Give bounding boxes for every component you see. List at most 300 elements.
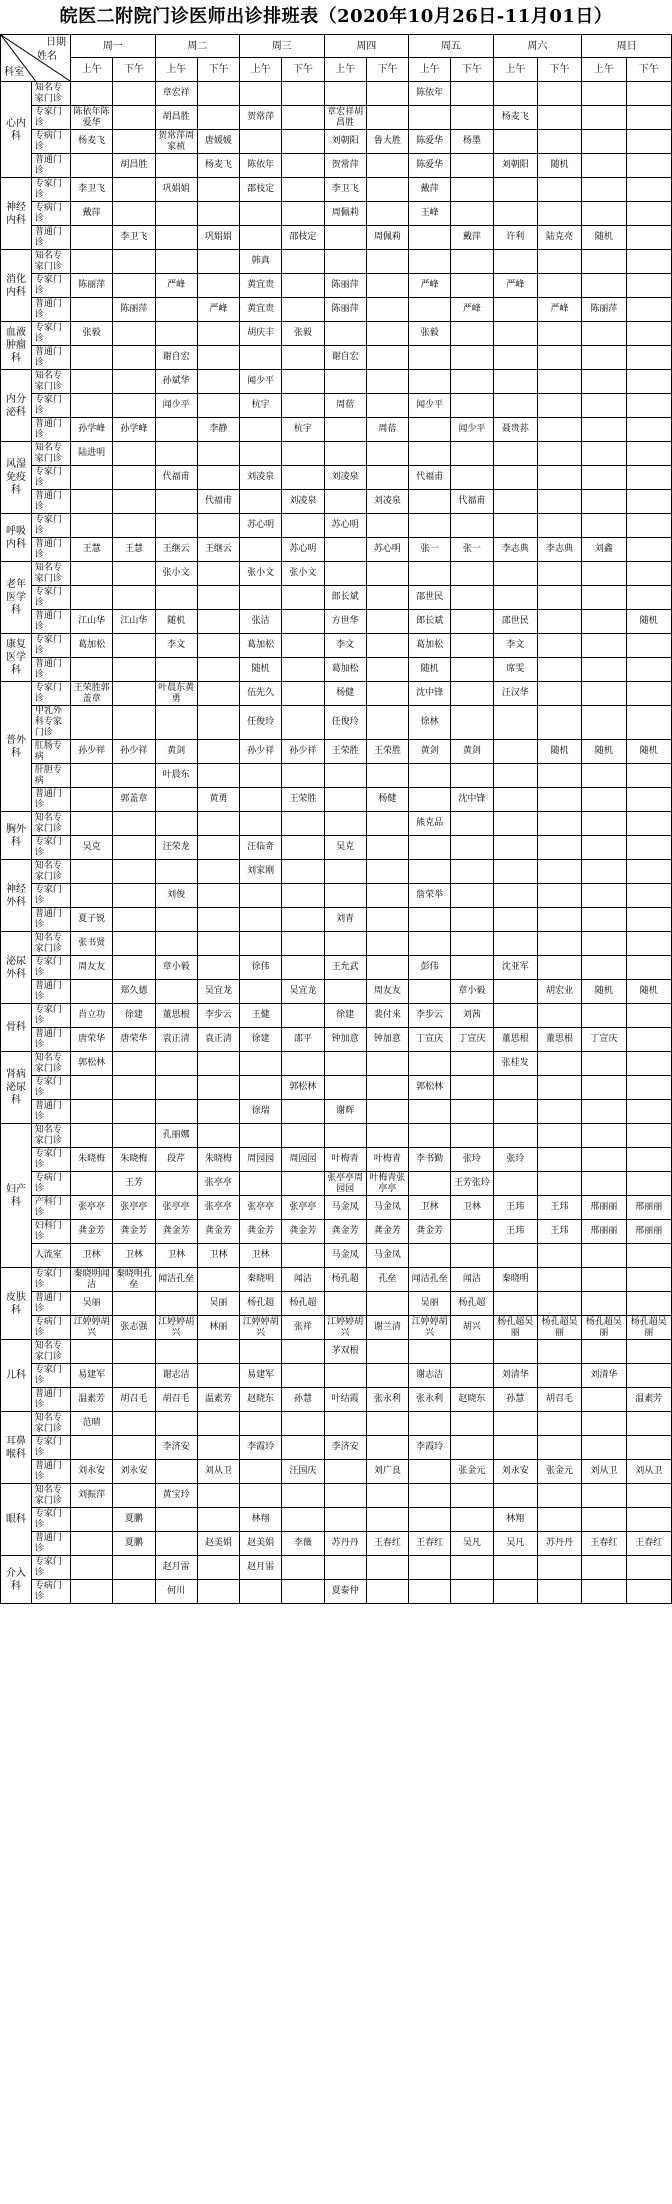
doctor-cell xyxy=(240,226,282,250)
schedule-row xyxy=(1,1100,672,1124)
doctor-cell xyxy=(582,1580,626,1604)
doctor-cell xyxy=(366,370,408,394)
doctor-cell xyxy=(113,884,155,908)
doctor-cell: 江山华 xyxy=(113,610,155,634)
doctor-cell: 周友友 xyxy=(71,956,113,980)
doctor-cell xyxy=(240,1076,282,1100)
doctor-cell xyxy=(626,634,672,658)
doctor-cell: 代福甫 xyxy=(197,490,239,514)
doctor-cell: 董思根 xyxy=(493,1028,537,1052)
doctor-cell: 张亭亭 xyxy=(240,1196,282,1220)
doctor-cell xyxy=(113,130,155,154)
doctor-cell xyxy=(582,884,626,908)
doctor-cell xyxy=(324,226,366,250)
doctor-cell: 陈爱华 xyxy=(409,130,451,154)
doctor-cell: 陈丽萍 xyxy=(113,298,155,322)
doctor-cell: 张书贤 xyxy=(71,932,113,956)
doctor-cell xyxy=(582,154,626,178)
doctor-cell xyxy=(451,82,493,106)
doctor-cell xyxy=(451,322,493,346)
doctor-cell: 周友友 xyxy=(366,980,408,1004)
schedule-row xyxy=(1,1532,672,1556)
schedule-row xyxy=(1,514,672,538)
doctor-cell xyxy=(240,1124,282,1148)
doctor-cell: 严峰 xyxy=(155,274,197,298)
doctor-cell: 随机 xyxy=(582,740,626,764)
doctor-cell xyxy=(71,658,113,682)
doctor-cell xyxy=(451,394,493,418)
doctor-cell xyxy=(582,106,626,130)
doctor-cell xyxy=(626,1436,672,1460)
doctor-cell: 刘清华 xyxy=(493,1364,537,1388)
doctor-cell xyxy=(493,442,537,466)
doctor-cell: 叶梅青 xyxy=(366,1148,408,1172)
doctor-cell: 朱晓梅 xyxy=(197,1148,239,1172)
clinic-type-label: 肝胆专病 xyxy=(31,764,70,788)
clinic-type-label: 专家门诊 xyxy=(31,1004,70,1028)
doctor-cell: 江婷婷胡兴 xyxy=(71,1316,113,1340)
doctor-cell: 刘振萍 xyxy=(71,1484,113,1508)
schedule-row xyxy=(1,908,672,932)
doctor-cell xyxy=(282,706,324,740)
doctor-cell xyxy=(451,884,493,908)
doctor-cell: 苏心明 xyxy=(240,514,282,538)
department-name: 普外科 xyxy=(1,682,32,812)
doctor-cell xyxy=(537,106,581,130)
doctor-cell xyxy=(197,1412,239,1436)
doctor-cell xyxy=(240,788,282,812)
doctor-cell xyxy=(626,706,672,740)
doctor-cell: 卫林 xyxy=(451,1196,493,1220)
doctor-cell xyxy=(197,442,239,466)
doctor-cell xyxy=(537,1268,581,1292)
doctor-cell: 龚金芳 xyxy=(197,1220,239,1244)
doctor-cell xyxy=(626,514,672,538)
doctor-cell: 郭盖章 xyxy=(113,788,155,812)
doctor-cell xyxy=(537,1484,581,1508)
doctor-cell: 刘广良 xyxy=(366,1460,408,1484)
doctor-cell xyxy=(582,1436,626,1460)
doctor-cell: 徐建 xyxy=(240,1028,282,1052)
clinic-type-label: 普通门诊 xyxy=(31,298,70,322)
doctor-cell xyxy=(626,860,672,884)
doctor-cell xyxy=(282,514,324,538)
doctor-cell: 张志强 xyxy=(113,1316,155,1340)
doctor-cell xyxy=(451,1220,493,1244)
doctor-cell xyxy=(626,370,672,394)
afternoon-header: 下午 xyxy=(451,58,493,82)
corner-dept-label: 科室 xyxy=(4,67,24,78)
doctor-cell xyxy=(71,1100,113,1124)
doctor-cell: 徐林 xyxy=(409,706,451,740)
doctor-cell: 叶晨东黄勇 xyxy=(155,682,197,706)
doctor-cell xyxy=(366,634,408,658)
doctor-cell xyxy=(282,860,324,884)
doctor-cell: 王允武 xyxy=(324,956,366,980)
doctor-cell xyxy=(71,346,113,370)
doctor-cell xyxy=(155,812,197,836)
doctor-cell: 丁宣庆 xyxy=(409,1028,451,1052)
doctor-cell xyxy=(282,466,324,490)
doctor-cell: 夏泰仲 xyxy=(324,1580,366,1604)
clinic-type-label: 专病门诊 xyxy=(31,1172,70,1196)
department-name: 耳鼻喉科 xyxy=(1,1412,32,1484)
doctor-cell: 龚金芳 xyxy=(324,1220,366,1244)
doctor-cell: 鲁大胜 xyxy=(366,130,408,154)
doctor-cell xyxy=(451,1580,493,1604)
doctor-cell: 刘凌泉 xyxy=(366,490,408,514)
doctor-cell xyxy=(197,740,239,764)
doctor-cell xyxy=(240,586,282,610)
doctor-cell: 杨麦飞 xyxy=(493,106,537,130)
doctor-cell xyxy=(409,1100,451,1124)
department-name: 神经外科 xyxy=(1,860,32,932)
doctor-cell: 龚金芳 xyxy=(240,1220,282,1244)
doctor-cell xyxy=(155,1508,197,1532)
doctor-cell xyxy=(582,466,626,490)
doctor-cell xyxy=(626,466,672,490)
doctor-cell xyxy=(324,1484,366,1508)
doctor-cell: 谢自宏 xyxy=(155,346,197,370)
doctor-cell xyxy=(582,1508,626,1532)
doctor-cell: 戴萍 xyxy=(451,226,493,250)
clinic-type-label: 普通门诊 xyxy=(31,346,70,370)
doctor-cell: 周蓓 xyxy=(366,418,408,442)
doctor-cell xyxy=(324,562,366,586)
doctor-cell: 钟加意 xyxy=(366,1028,408,1052)
doctor-cell xyxy=(626,1268,672,1292)
doctor-cell xyxy=(155,442,197,466)
doctor-cell xyxy=(282,274,324,298)
doctor-cell xyxy=(626,682,672,706)
morning-header: 上午 xyxy=(324,58,366,82)
doctor-cell: 汪临奇 xyxy=(240,836,282,860)
doctor-cell xyxy=(626,418,672,442)
doctor-cell: 周佩莉 xyxy=(324,202,366,226)
doctor-cell xyxy=(324,932,366,956)
doctor-cell xyxy=(197,682,239,706)
schedule-row xyxy=(1,562,672,586)
doctor-cell: 王荣胜 xyxy=(324,740,366,764)
doctor-cell xyxy=(240,1052,282,1076)
doctor-cell xyxy=(537,1340,581,1364)
schedule-row xyxy=(1,1004,672,1028)
doctor-cell: 沈亚军 xyxy=(493,956,537,980)
doctor-cell: 张毅 xyxy=(409,322,451,346)
doctor-cell: 唐荣华 xyxy=(113,1028,155,1052)
doctor-cell: 孔垒 xyxy=(366,1268,408,1292)
doctor-cell: 吴宜龙 xyxy=(197,980,239,1004)
doctor-cell: 李济安 xyxy=(324,1436,366,1460)
doctor-cell xyxy=(197,394,239,418)
doctor-cell: 唐荣华 xyxy=(71,1028,113,1052)
doctor-cell xyxy=(626,250,672,274)
doctor-cell: 龚金芳 xyxy=(282,1220,324,1244)
doctor-cell xyxy=(493,740,537,764)
doctor-cell xyxy=(197,1268,239,1292)
doctor-cell xyxy=(71,226,113,250)
doctor-cell: 郑久德 xyxy=(113,980,155,1004)
doctor-cell xyxy=(71,394,113,418)
doctor-cell xyxy=(537,274,581,298)
doctor-cell: 李书勤 xyxy=(409,1148,451,1172)
doctor-cell: 张桂发 xyxy=(493,1052,537,1076)
doctor-cell: 闻洁 xyxy=(282,1268,324,1292)
schedule-row xyxy=(1,980,672,1004)
doctor-cell: 李步云 xyxy=(409,1004,451,1028)
clinic-type-label: 普通门诊 xyxy=(31,1100,70,1124)
doctor-cell: 戴萍 xyxy=(409,178,451,202)
doctor-cell xyxy=(582,706,626,740)
doctor-cell: 丁宣庆 xyxy=(451,1028,493,1052)
doctor-cell xyxy=(366,1364,408,1388)
doctor-cell xyxy=(324,82,366,106)
doctor-cell xyxy=(626,274,672,298)
schedule-row xyxy=(1,1340,672,1364)
department-name: 神经内科 xyxy=(1,178,32,250)
clinic-type-label: 普通门诊 xyxy=(31,980,70,1004)
doctor-cell xyxy=(282,130,324,154)
doctor-cell xyxy=(197,106,239,130)
doctor-cell xyxy=(409,1460,451,1484)
doctor-cell xyxy=(537,202,581,226)
doctor-cell xyxy=(113,1076,155,1100)
doctor-cell xyxy=(537,706,581,740)
clinic-type-label: 人流室 xyxy=(31,1244,70,1268)
doctor-cell: 王健 xyxy=(240,1004,282,1028)
department-name: 血液肿瘤科 xyxy=(1,322,32,370)
schedule-row xyxy=(1,226,672,250)
doctor-cell: 林丽 xyxy=(197,1316,239,1340)
doctor-cell: 刘鑫 xyxy=(582,538,626,562)
schedule-row xyxy=(1,1052,672,1076)
doctor-cell xyxy=(197,706,239,740)
doctor-cell xyxy=(582,250,626,274)
doctor-cell xyxy=(366,860,408,884)
department-name: 眼科 xyxy=(1,1484,32,1556)
doctor-cell: 代福甫 xyxy=(155,466,197,490)
schedule-row xyxy=(1,658,672,682)
doctor-cell: 王玮 xyxy=(493,1196,537,1220)
doctor-cell: 陈丽萍 xyxy=(324,298,366,322)
schedule-row xyxy=(1,202,672,226)
doctor-cell xyxy=(626,788,672,812)
schedule-row xyxy=(1,836,672,860)
schedule-row xyxy=(1,1196,672,1220)
department-name: 介入科 xyxy=(1,1556,32,1604)
doctor-cell xyxy=(197,884,239,908)
doctor-cell xyxy=(537,634,581,658)
afternoon-header: 下午 xyxy=(537,58,581,82)
clinic-type-label: 普通门诊 xyxy=(31,908,70,932)
doctor-cell xyxy=(366,658,408,682)
doctor-cell: 秦晓明 xyxy=(493,1268,537,1292)
doctor-cell xyxy=(493,980,537,1004)
doctor-cell xyxy=(155,514,197,538)
doctor-cell xyxy=(197,836,239,860)
doctor-cell xyxy=(240,908,282,932)
doctor-cell: 彭伟 xyxy=(409,956,451,980)
afternoon-header: 下午 xyxy=(113,58,155,82)
morning-header: 上午 xyxy=(409,58,451,82)
doctor-cell: 唐媛媛 xyxy=(197,130,239,154)
department-name: 老年医学科 xyxy=(1,562,32,634)
doctor-cell xyxy=(197,1508,239,1532)
doctor-cell xyxy=(324,1076,366,1100)
doctor-cell xyxy=(197,370,239,394)
doctor-cell: 江山华 xyxy=(71,610,113,634)
clinic-type-label: 知名专家门诊 xyxy=(31,1484,70,1508)
doctor-cell xyxy=(409,346,451,370)
doctor-cell: 卫林 xyxy=(71,1244,113,1268)
clinic-type-label: 知名专家门诊 xyxy=(31,562,70,586)
doctor-cell xyxy=(155,1292,197,1316)
doctor-cell: 苏心明 xyxy=(366,538,408,562)
doctor-cell: 代福甫 xyxy=(409,466,451,490)
doctor-cell xyxy=(537,586,581,610)
doctor-cell xyxy=(493,908,537,932)
clinic-type-label: 专家门诊 xyxy=(31,1268,70,1292)
doctor-cell: 朱晓梅 xyxy=(113,1148,155,1172)
doctor-cell: 卫林 xyxy=(155,1244,197,1268)
doctor-cell: 夏鹏 xyxy=(113,1508,155,1532)
doctor-cell xyxy=(197,1052,239,1076)
doctor-cell: 王继云 xyxy=(197,538,239,562)
doctor-cell: 温素芳 xyxy=(71,1388,113,1412)
doctor-cell: 江婷婷胡兴 xyxy=(155,1316,197,1340)
doctor-cell: 张亭亭周园园 xyxy=(324,1172,366,1196)
doctor-cell: 赵晓东 xyxy=(451,1388,493,1412)
corner-date-label: 日期 xyxy=(46,37,67,48)
doctor-cell: 沈中锋 xyxy=(451,788,493,812)
doctor-cell xyxy=(71,562,113,586)
doctor-cell: 卫林 xyxy=(197,1244,239,1268)
doctor-cell xyxy=(493,788,537,812)
doctor-cell: 陈丽萍 xyxy=(324,274,366,298)
doctor-cell: 邵枝定 xyxy=(240,178,282,202)
doctor-cell xyxy=(71,370,113,394)
doctor-cell xyxy=(451,634,493,658)
schedule-row xyxy=(1,1244,672,1268)
doctor-cell xyxy=(493,562,537,586)
doctor-cell: 刘永安 xyxy=(71,1460,113,1484)
doctor-cell xyxy=(537,130,581,154)
doctor-cell xyxy=(626,154,672,178)
doctor-cell: 胡庆丰 xyxy=(240,322,282,346)
schedule-row xyxy=(1,490,672,514)
doctor-cell xyxy=(493,1244,537,1268)
doctor-cell: 贺常萍 xyxy=(324,154,366,178)
day-header: 周日 xyxy=(582,35,672,58)
doctor-cell: 杨孔超 xyxy=(451,1292,493,1316)
doctor-cell xyxy=(409,1340,451,1364)
clinic-type-label: 知名专家门诊 xyxy=(31,442,70,466)
doctor-cell: 闻洁孔垒 xyxy=(155,1268,197,1292)
doctor-cell xyxy=(537,1148,581,1172)
doctor-cell xyxy=(197,1484,239,1508)
clinic-type-label: 肛肠专病 xyxy=(31,740,70,764)
doctor-cell xyxy=(626,1076,672,1100)
doctor-cell: 吴克 xyxy=(324,836,366,860)
doctor-cell xyxy=(197,1580,239,1604)
doctor-cell: 周蓓 xyxy=(324,394,366,418)
doctor-cell: 王荣胜 xyxy=(366,740,408,764)
clinic-type-label: 专家门诊 xyxy=(31,884,70,908)
afternoon-header: 下午 xyxy=(626,58,672,82)
doctor-cell xyxy=(282,346,324,370)
doctor-cell: 杨墨 xyxy=(451,130,493,154)
doctor-cell xyxy=(324,1556,366,1580)
doctor-cell xyxy=(366,1436,408,1460)
doctor-cell xyxy=(366,346,408,370)
doctor-cell: 张金元 xyxy=(451,1460,493,1484)
schedule-row xyxy=(1,1028,672,1052)
doctor-cell xyxy=(493,346,537,370)
doctor-cell: 秦晓明孔垒 xyxy=(113,1268,155,1292)
doctor-cell xyxy=(537,322,581,346)
doctor-cell xyxy=(582,346,626,370)
doctor-cell: 郎长斌 xyxy=(409,610,451,634)
doctor-cell xyxy=(282,812,324,836)
doctor-cell xyxy=(582,1004,626,1028)
doctor-cell xyxy=(197,610,239,634)
doctor-cell: 胡召毛 xyxy=(155,1388,197,1412)
doctor-cell: 严峰 xyxy=(409,274,451,298)
doctor-cell xyxy=(324,1460,366,1484)
doctor-cell: 谢自宏 xyxy=(324,346,366,370)
clinic-type-label: 专家门诊 xyxy=(31,1364,70,1388)
doctor-cell xyxy=(537,1364,581,1388)
doctor-cell xyxy=(451,1484,493,1508)
schedule-row xyxy=(1,1076,672,1100)
doctor-cell: 刘凌泉 xyxy=(282,490,324,514)
doctor-cell xyxy=(240,418,282,442)
doctor-cell xyxy=(282,202,324,226)
doctor-cell xyxy=(71,514,113,538)
doctor-cell xyxy=(409,764,451,788)
afternoon-header: 下午 xyxy=(282,58,324,82)
doctor-cell xyxy=(626,658,672,682)
doctor-cell xyxy=(582,514,626,538)
doctor-cell: 杨麦飞 xyxy=(197,154,239,178)
doctor-cell xyxy=(366,610,408,634)
doctor-cell: 李文 xyxy=(324,634,366,658)
doctor-cell xyxy=(282,634,324,658)
doctor-cell xyxy=(537,82,581,106)
doctor-cell: 李志典 xyxy=(493,538,537,562)
doctor-cell: 随机 xyxy=(240,658,282,682)
doctor-cell xyxy=(451,764,493,788)
schedule-row xyxy=(1,1124,672,1148)
doctor-cell xyxy=(409,1580,451,1604)
doctor-cell xyxy=(582,764,626,788)
doctor-cell: 马金凤 xyxy=(366,1196,408,1220)
doctor-cell xyxy=(282,586,324,610)
doctor-cell xyxy=(282,1484,324,1508)
doctor-cell xyxy=(409,836,451,860)
doctor-cell xyxy=(582,1340,626,1364)
doctor-cell xyxy=(366,250,408,274)
doctor-cell xyxy=(366,1484,408,1508)
doctor-cell xyxy=(366,956,408,980)
doctor-cell: 聂贵荪 xyxy=(493,418,537,442)
doctor-cell xyxy=(409,980,451,1004)
doctor-cell xyxy=(493,514,537,538)
schedule-row xyxy=(1,610,672,634)
doctor-cell: 汪荣龙 xyxy=(155,836,197,860)
doctor-cell: 胡昌胜 xyxy=(113,154,155,178)
doctor-cell xyxy=(155,1172,197,1196)
